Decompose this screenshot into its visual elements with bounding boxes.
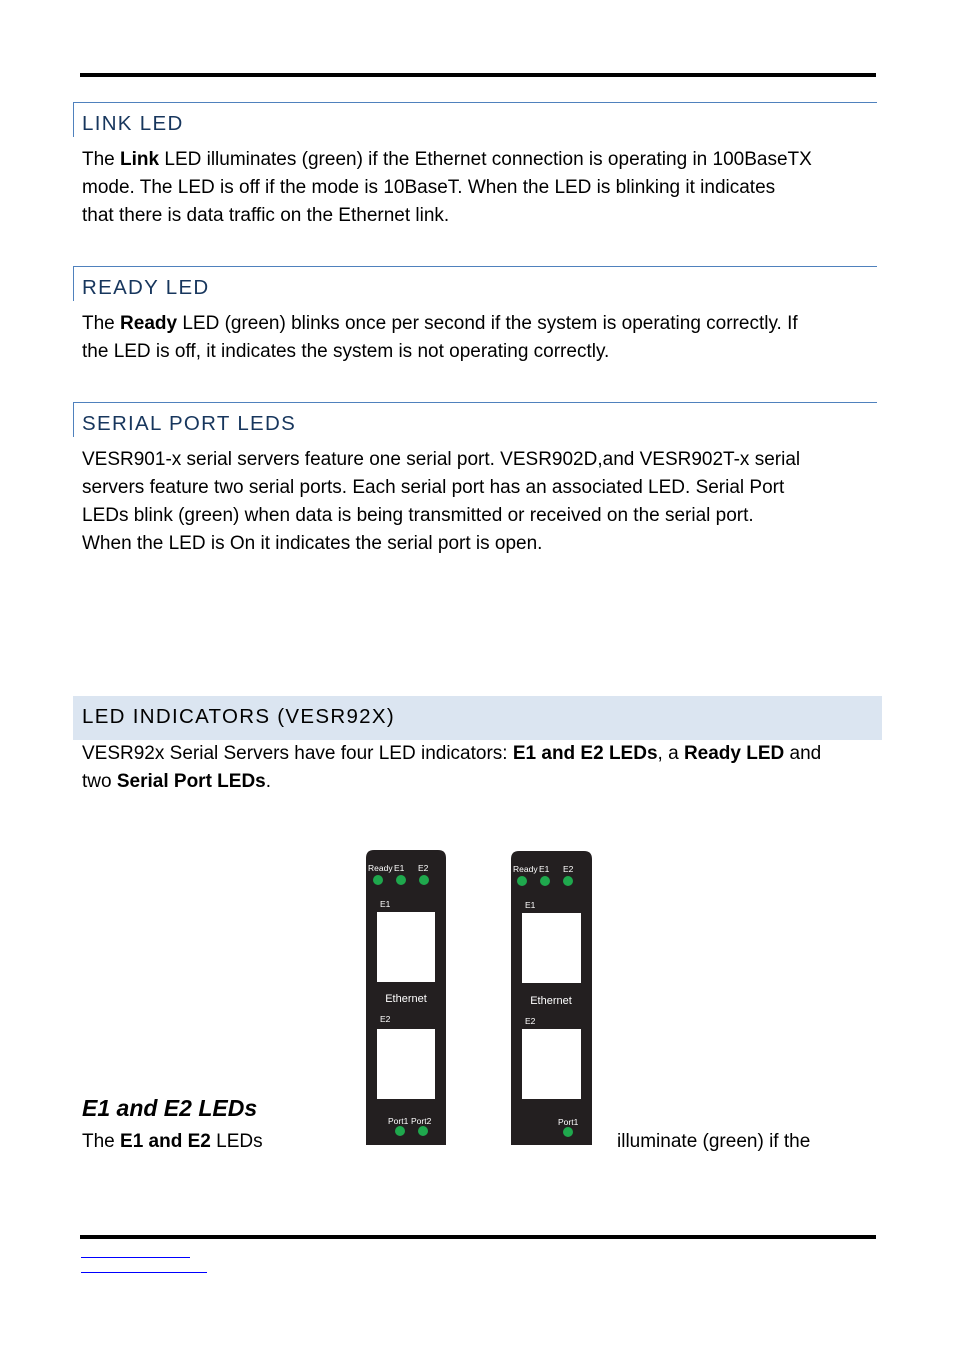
port-label: E1 [380, 899, 391, 909]
ethernet-port-1 [377, 912, 435, 982]
bold-term: Link [120, 149, 160, 170]
text-run: servers feature two serial ports. Each serial port has an associated LED. Serial Port [82, 477, 785, 498]
port-label: E2 [380, 1014, 391, 1024]
text-run: VESR92x Serial Servers have four LED indicators: [82, 743, 513, 764]
footer-rule [80, 1235, 876, 1239]
paragraph-line [82, 530, 800, 558]
device-panel-two-port [366, 850, 446, 1145]
header-rule [80, 73, 876, 77]
paragraph-line [82, 310, 798, 338]
led-label: E1 [394, 863, 405, 873]
text-run: and [784, 743, 822, 764]
bold-term: E1 and E2 LEDs [512, 743, 658, 764]
text-run: LEDs blink (green) when data is being transmitted or received on the serial port. [82, 505, 754, 526]
bold-term: E1 and E2 [120, 1131, 211, 1152]
port2-led-icon [418, 1126, 428, 1136]
section-heading-text: LED INDICATORS (VESR92X) [82, 705, 395, 728]
paragraph-line [82, 502, 800, 530]
e1-led-icon [540, 876, 550, 886]
section-heading-text: SERIAL PORT LEDS [82, 412, 297, 435]
led-label: Ready [513, 864, 538, 874]
text-run: LED (green) blinks once per second if the system is operating correctly. If [177, 313, 798, 334]
text-run: the LED is off, it indicates the system is not operating correctly. [82, 341, 610, 362]
paragraph-line [82, 338, 798, 366]
section-heading-text: LINK LED [82, 112, 184, 135]
text-run: that there is data traffic on the Ethernet link. [82, 205, 450, 226]
device-panel-one-port [511, 851, 592, 1145]
subsection-text-right: illuminate (green) if the [617, 1131, 811, 1152]
port-label: E2 [525, 1016, 536, 1026]
section-heading-ready-led [73, 266, 877, 301]
footer-link-underline[interactable] [81, 1257, 190, 1258]
section-heading-link-led [73, 102, 877, 137]
paragraph-line [82, 202, 812, 230]
text-run: The [82, 149, 121, 170]
section-heading-serial-port-leds [73, 402, 877, 437]
ethernet-port-2 [377, 1029, 435, 1099]
ethernet-port-2 [522, 1029, 581, 1099]
text-run: two [82, 771, 117, 792]
ethernet-label: Ethernet [385, 993, 427, 1005]
e2-led-icon [419, 875, 429, 885]
footer-link-underline[interactable] [81, 1272, 207, 1273]
paragraph-line [82, 146, 812, 174]
port1-led-icon [563, 1127, 573, 1137]
serial-label: Port2 [411, 1116, 432, 1126]
text-run: LED illuminates (green) if the Ethernet connection is operating in 100BaseTX [159, 149, 812, 170]
section-body [82, 446, 800, 558]
paragraph-line [82, 446, 800, 474]
led-label: Ready [368, 863, 393, 873]
text-run: The [82, 1131, 121, 1152]
ready-led-icon [373, 875, 383, 885]
text-run: LEDs [210, 1131, 263, 1152]
ethernet-label: Ethernet [530, 995, 572, 1007]
e2-led-icon [563, 876, 573, 886]
serial-label: Port1 [388, 1116, 409, 1126]
led-label: E2 [418, 863, 429, 873]
text-run: . [265, 771, 272, 792]
section-body [82, 146, 812, 230]
section-body [82, 740, 821, 796]
text-run: , a [657, 743, 684, 764]
paragraph-line [82, 474, 800, 502]
subsection-heading: E1 and E2 LEDs [82, 1095, 258, 1121]
port-label: E1 [525, 900, 536, 910]
text-run: The [82, 313, 121, 334]
paragraph-line [82, 740, 821, 768]
ready-led-icon [517, 876, 527, 886]
section-heading-text: READY LED [82, 276, 210, 299]
ethernet-port-1 [522, 913, 581, 983]
text-run: When the LED is On it indicates the serial port is open. [82, 533, 543, 554]
led-label: E2 [563, 864, 574, 874]
subsection-text-left [82, 1128, 263, 1156]
e1-led-icon [396, 875, 406, 885]
port1-led-icon [395, 1126, 405, 1136]
text-run: VESR901-x serial servers feature one serial port. VESR902D,and VESR902T-x serial [82, 449, 801, 470]
section-heading-led-indicators [73, 696, 882, 740]
serial-label: Port1 [558, 1117, 579, 1127]
paragraph-line [82, 174, 812, 202]
bold-term: Ready [120, 313, 178, 334]
section-body [82, 310, 798, 366]
bold-term: Serial Port LEDs [116, 771, 266, 792]
paragraph-line [82, 768, 821, 796]
led-label: E1 [539, 864, 550, 874]
text-run: mode. The LED is off if the mode is 10BaseT. When the LED is blinking it indicates [82, 177, 776, 198]
bold-term: Ready LED [683, 743, 785, 764]
